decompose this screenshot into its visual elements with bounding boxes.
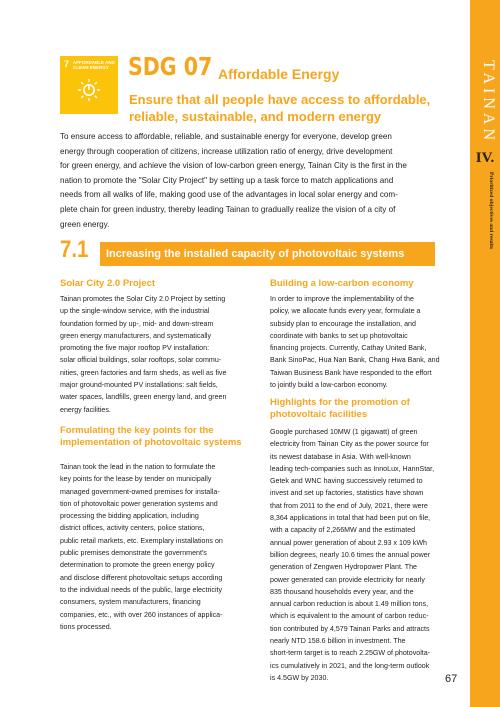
text-line: electricity from Tainan City as the power source for [270,440,429,449]
text-line: to jointly build a low-carbon economy. [270,381,388,390]
text-line: Google purchased 10MW (1 gigawatt) of green [270,428,418,436]
text-line: Taiwan Business Bank have responded to the effort [270,368,432,377]
text-line: ics cumulatively in 2021, and the long-term outlook [270,661,430,670]
page-number: 67 [445,673,458,685]
heading-line: photovoltaic facilities [270,408,368,420]
text-line: To ensure access to affordable, reliable, and sustainable energy for everyone, develop green [60,132,392,141]
heading-line: implementation of photovoltaic systems [60,436,242,448]
text-line: companies, etc., with over 260 instances of applica- [60,610,223,619]
text-line: and disclose different photovoltaic setups according [60,573,223,582]
text-line: public premises demonstrate the government's [60,549,207,558]
text-line: generation of Zengwen Hydropower Plant. The [270,563,417,572]
text-line: promoting the five major rooftop PV installation: [60,344,210,353]
heading-line: Formulating the key points for the [60,425,214,436]
text-line: determination to promote the green energy policy [60,561,215,570]
text-line: financing projects. Currently, Cathay United Bank, [270,344,427,353]
text-line: plete chain for green industry, thereby leading Tainan to gradually realize the vision of a city of [60,204,396,214]
text-line: nation to promote the "Solar City Project" by setting up a task force to match applications and [60,175,394,185]
text-line: managed government-owned premises for installa- [60,487,220,496]
text-line: annual carbon reduction is about 1.49 million tons, [270,600,429,609]
text-line: major ground-mounted PV installations: salt fields, [60,381,218,390]
text-line: power generated can provide electricity for nearly [270,575,425,584]
sdg-badge-label: AFFORDABLE AND CLEAN ENERGY [73,60,115,71]
solar-city-heading: Solar City 2.0 Project [60,278,156,289]
formulating-text [60,461,260,633]
intro-paragraph [60,130,462,232]
text-line: with a capacity of 2,266MW and the estimated [270,526,416,535]
text-line: billion degrees, nearly 10.6 times the annual power [270,550,431,559]
text-line: leading tech-companies such as InnoLux, HannStar, [270,464,435,473]
section-title: Increasing the installed capacity of photovoltaic systems [100,242,435,266]
text-line: Getek and WNC having successively returned to [270,477,423,486]
highlights-heading [270,397,465,420]
text-line: energy through cooperation of citizens, increase utilization ratio of energy, drive development [60,146,393,156]
text-line: energy facilities. [60,405,111,414]
text-line: that from 2011 to the end of July, 2021, there were [270,501,428,510]
text-line: invest and set up factories, statistics have shown [270,489,424,498]
sdg-subtitle-line: Ensure that all people have access to affordable, [129,92,431,107]
formulating-heading [60,425,270,448]
text-line: tions processed. [60,622,112,631]
text-line: consumers, system manufacturers, financing [60,598,201,607]
heading-line: Highlights for the promotion of [270,397,410,408]
text-line: key points for the lease by tender on municipally [60,475,212,484]
text-line: water spaces, landfills, green energy land, and green [60,393,227,402]
text-line: green energy. [60,219,110,229]
text-line: coordinate with banks to set up photovoltaic [270,331,408,340]
text-line: tion contributed by 4,579 Tainan Parks and attracts [270,624,430,633]
text-line: needs from all walks of life, making good use of the advantages in local solar energy and com- [60,190,398,200]
section-number: 7.1 [60,236,89,263]
text-line: policy, we allocate funds every year, formulate a [270,307,421,316]
sdg-badge-number: 7 [64,59,70,69]
text-line: district offices, activity centers, police stations, [60,524,205,533]
text-line: Tainan took the lead in the nation to formulate the [60,463,216,471]
text-line: public retail markets, etc. Exemplary installations on [60,536,223,545]
text-line: solar official buildings, solar rooftops, solar commu- [60,356,222,365]
text-line: up the single-window service, with the industrial [60,307,210,316]
text-line: In order to improve the implementability of the [270,295,414,303]
text-line: nities, green factories and farm sheds, as well as five [60,368,227,377]
text-line: to the individual needs of the public, large electricity [60,585,223,594]
text-line: which is equivalent to the amount of carbon reduc- [270,612,429,621]
sdg-badge [60,56,118,114]
text-line: nearly NTD 158.6 billion in investment. The [270,637,406,646]
side-chapter-number: IV. [475,150,495,166]
text-line: Bank SinoPac, Hua Nan Bank, Chang Hwa Bank, and [270,356,440,365]
text-line: tion of photovoltaic power generation systems and [60,499,218,508]
text-line: is 4.5GW by 2030. [270,673,329,682]
text-line: 835 thousand households every year, and the [270,587,414,596]
text-line: processing the bidding application, including [60,512,199,521]
sun-power-icon [77,78,101,102]
sdg-subtitle-line: reliable, sustainable, and modern energy [129,109,382,124]
text-line: annual power generation of about 2.93 x 109 kWh [270,538,427,547]
low-carbon-heading: Building a low-carbon economy [270,278,414,289]
text-line: foundation formed by up-, mid- and down-stream [60,319,214,328]
text-line: for green energy, and achieve the vision of low-carbon green energy, Tainan City is the first in the [60,161,407,171]
solar-city-text [60,293,260,416]
low-carbon-text [270,293,465,391]
side-city-title: TAINAN [480,60,497,145]
text-line: green energy manufacturers, and systematically [60,331,212,340]
side-chapter-caption: Prioritized objectives and results [488,172,494,250]
text-line: its newest database in Asia. With well-known [270,452,411,461]
sdg-subtitle [129,91,459,125]
sdg-code: SDG 07 [128,52,213,81]
text-line: short-term target is to reach 2.25GW of photovolta- [270,649,431,658]
sdg-name: Affordable Energy [218,66,340,82]
text-line: Tainan promotes the Solar City 2.0 Project by setting [60,295,226,303]
text-line: subsidy plan to encourage the installation, and [270,319,416,328]
text-line: 8,364 applications in total that had been put on file, [270,514,431,523]
highlights-text [270,426,465,684]
